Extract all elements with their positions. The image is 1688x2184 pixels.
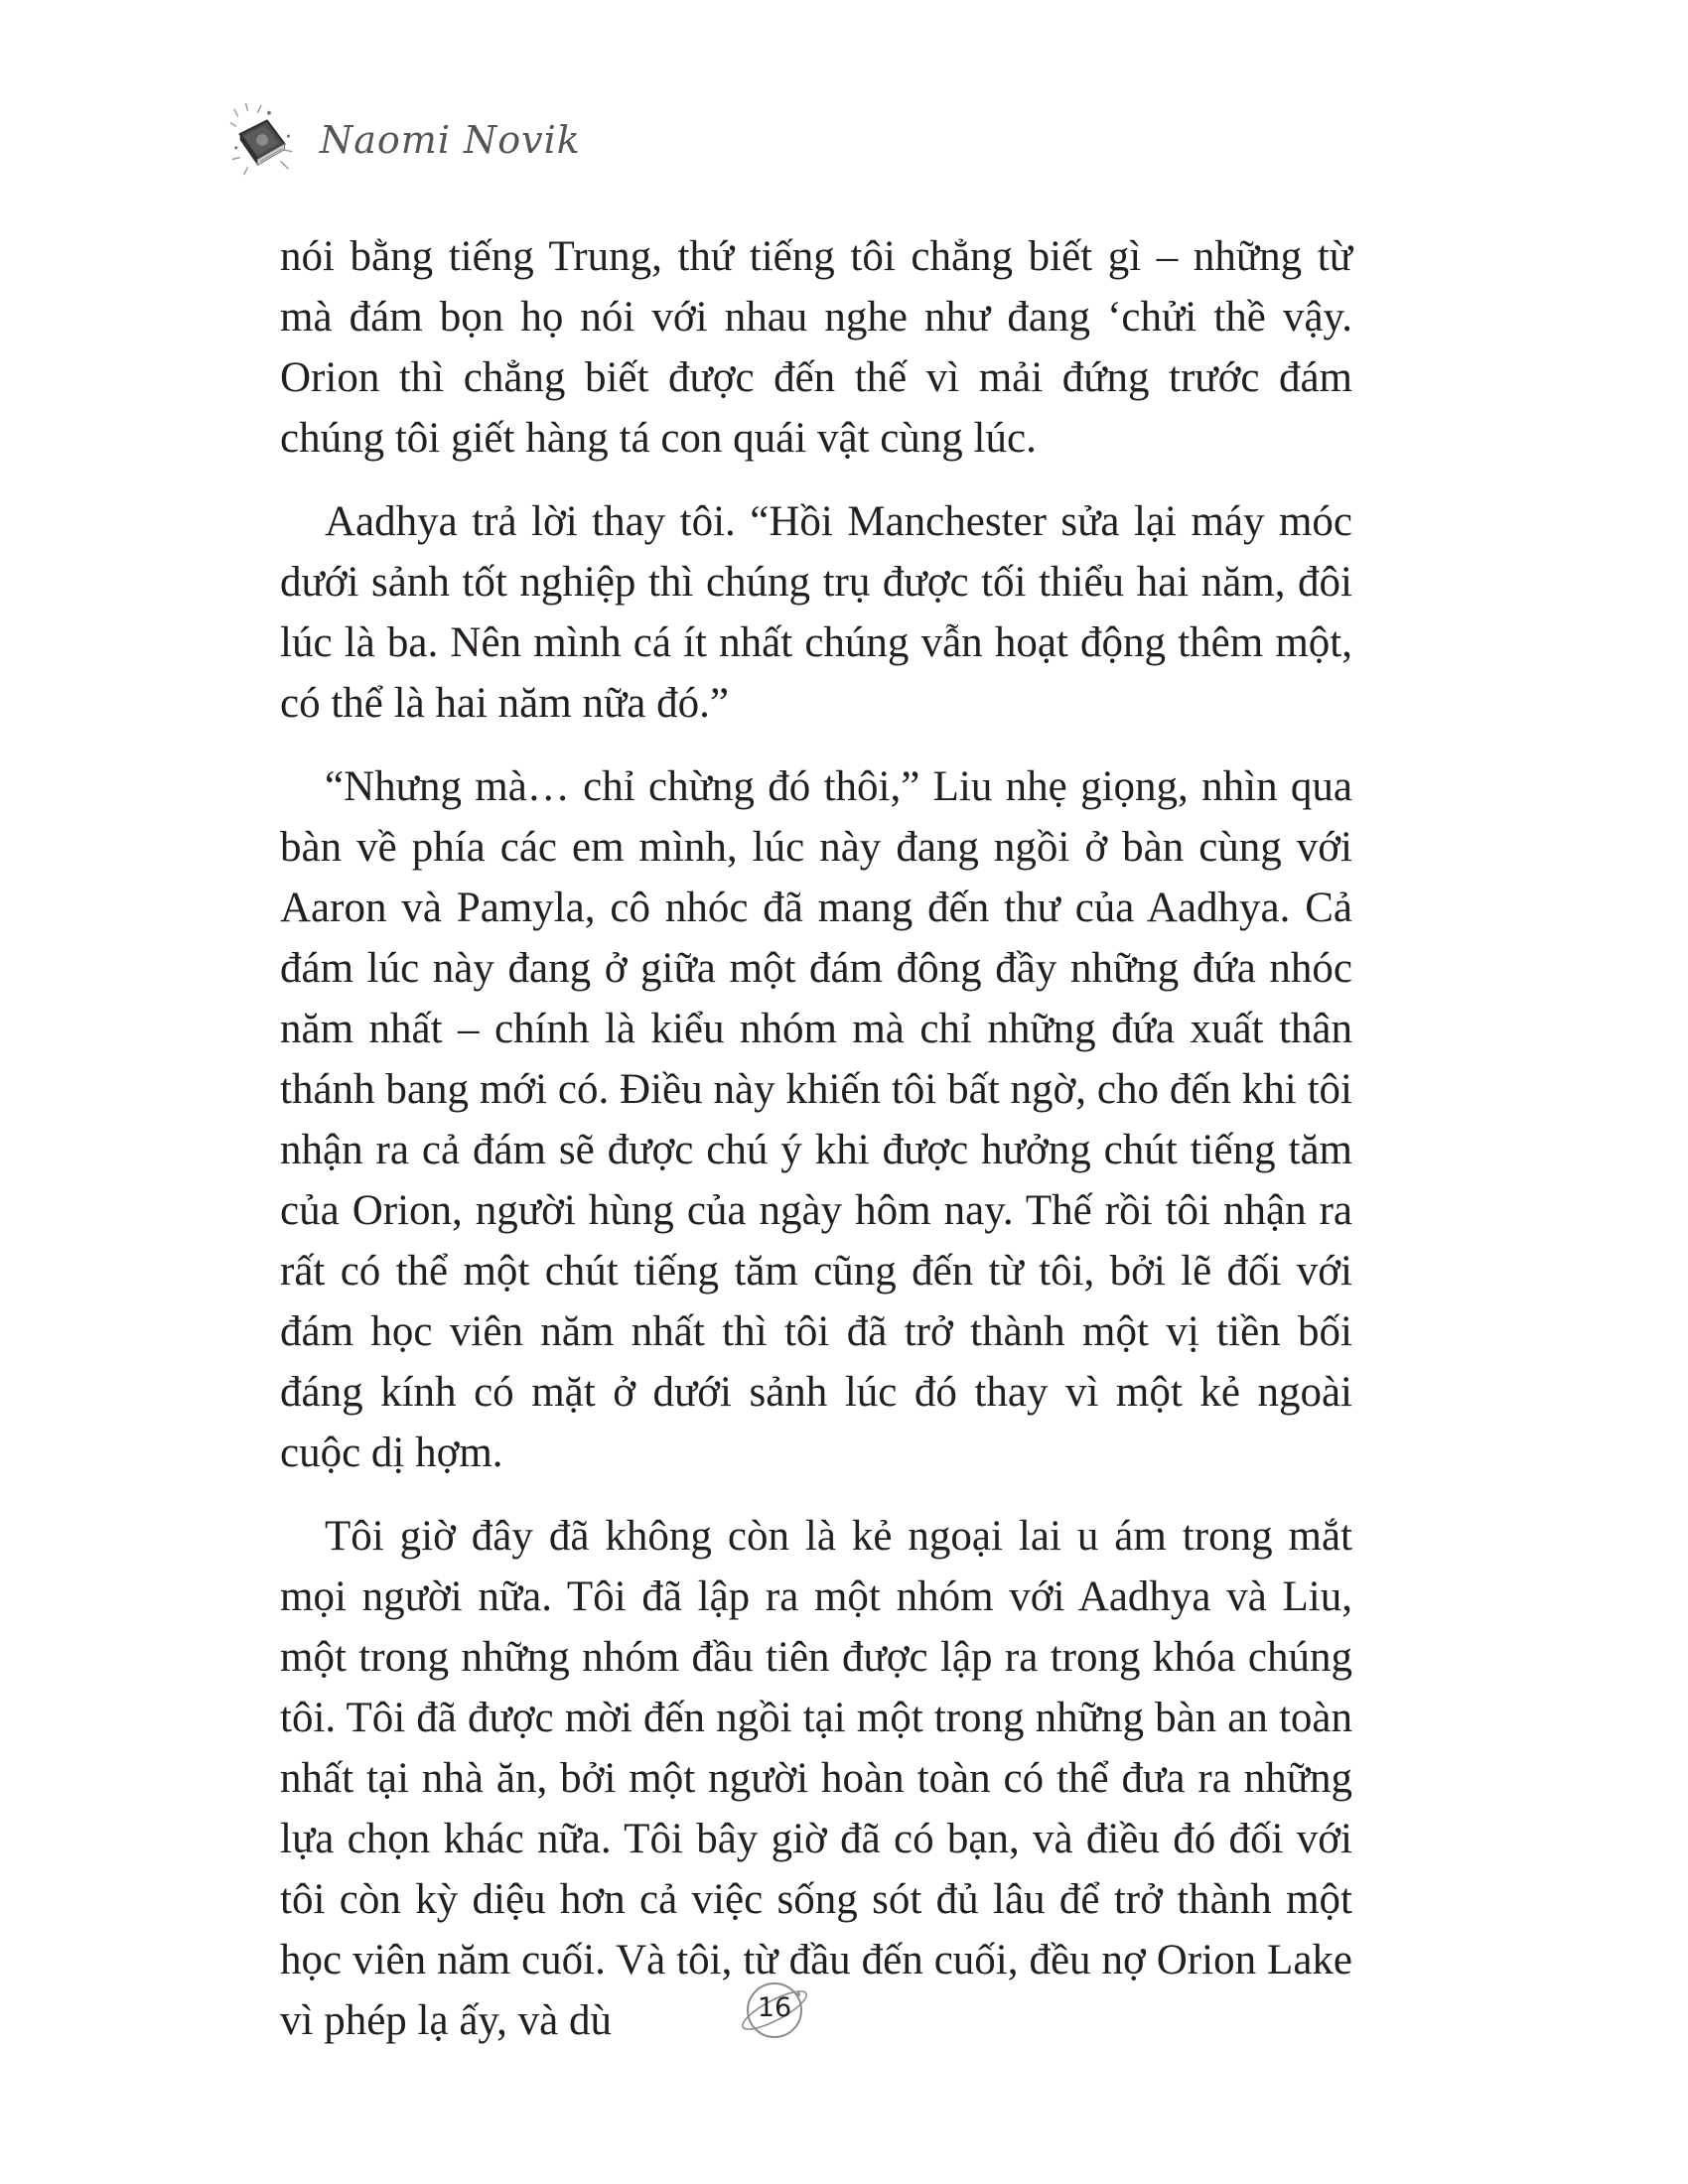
paragraph: Aadhya trả lời thay tôi. “Hồi Manchester sửa lại máy móc dưới sảnh tốt nghiệp thì chúng trụ được tối thiểu hai năm, đôi lúc là ba. Nên mình cá ít nhất chúng vẫn hoạt động thêm một, có thể là hai năm nữa đó.” [280,498,1352,727]
running-header [228,95,581,185]
page-footer [735,1971,814,2050]
page-number: 16 [757,1992,792,2023]
paragraph: nói bằng tiếng Trung, thứ tiếng tôi chẳng biết gì – những từ mà đám bọn họ nói với nhau nghe như đang ‘chửi thề vậy. Orion thì chẳng biết được đến thế vì mải đứng trước đám chúng tôi giết hàng tá con quái vật cùng lúc. [280,233,1352,462]
body-text [280,226,1352,2074]
book-icon [228,101,306,179]
author-name: Naomi Novik [320,118,581,162]
paragraph: “Nhưng mà… chỉ chừng đó thôi,” Liu nhẹ giọng, nhìn qua bàn về phía các em mình, lúc này đang ngồi ở bàn cùng với Aaron và Pamyla, cô nhóc đã mang đến thư của Aadhya. Cả đám lúc này đang ở giữa một đám đông đầy những đứa nhóc năm nhất – chính là kiểu nhóm mà chỉ những đứa xuất thân thánh bang mới có. Điều này khiến tôi bất ngờ, cho đến khi tôi nhận ra cả đám sẽ được chú ý khi được hưởng chút tiếng tăm của Orion, người hùng của ngày hôm nay. Thế rồi tôi nhận ra rất có thể một chút tiếng tăm cũng đến từ tôi, bởi lẽ đối với đám học viên năm nhất thì tôi đã trở thành một vị tiền bối đáng kính có mặt ở dưới sảnh lúc đó thay vì một kẻ ngoài cuộc dị hợm. [280,763,1352,1476]
paragraph: Tôi giờ đây đã không còn là kẻ ngoại lai u ám trong mắt mọi người nữa. Tôi đã lập ra một nhóm với Aadhya và Liu, một trong những nhóm đầu tiên được lập ra trong khóa chúng tôi. Tôi đã được mời đến ngồi tại một trong những bàn an toàn nhất tại nhà ăn, bởi một người hoàn toàn có thể đưa ra những lựa chọn khác nữa. Tôi bây giờ đã có bạn, và điều đó đối với tôi còn kỳ diệu hơn cả việc sống sót đủ lâu để trở thành một học viên năm cuối. Và tôi, từ đầu đến cuối, đều nợ Orion Lake vì phép lạ ấy, và dù [280,1513,1352,2044]
